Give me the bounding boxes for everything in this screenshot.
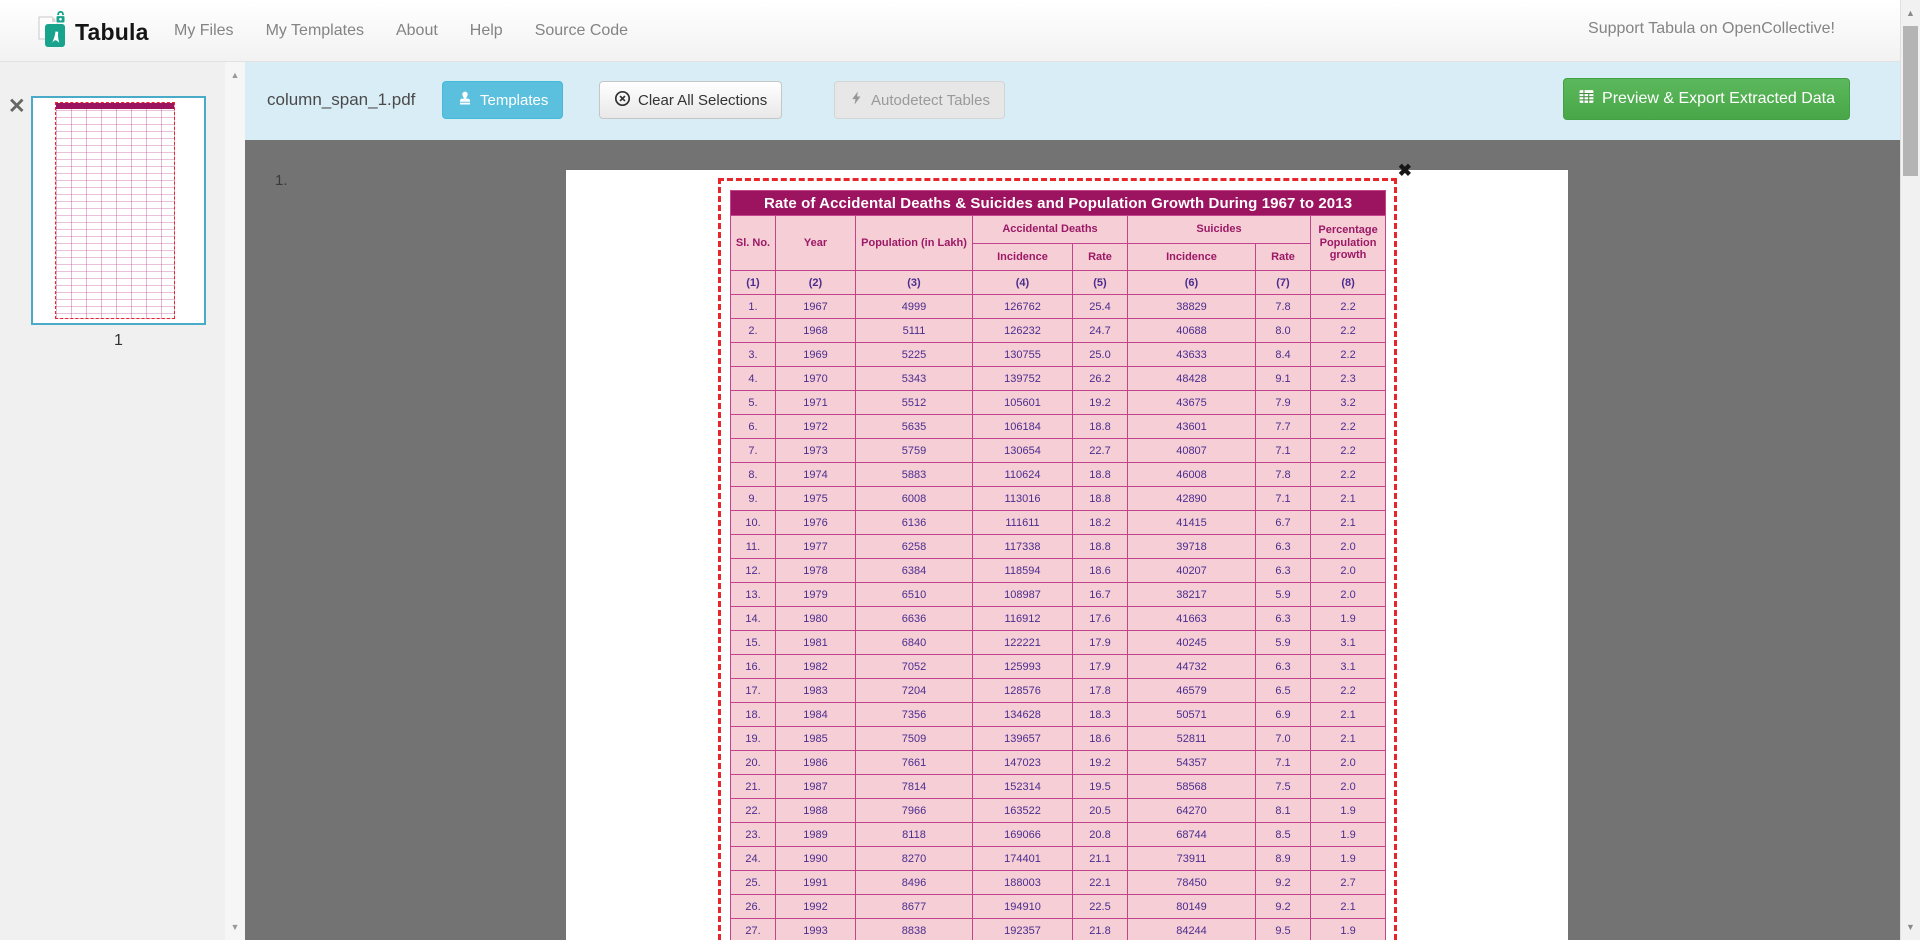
table-cell: 147023: [973, 751, 1073, 775]
table-cell: 1991: [776, 871, 856, 895]
table-cell: 8118: [856, 823, 973, 847]
table-cell: 22.5: [1073, 895, 1128, 919]
table-cell: 7814: [856, 775, 973, 799]
table-cell: 113016: [973, 487, 1073, 511]
sidebar-scrollbar[interactable]: [225, 62, 245, 940]
table-cell: 22.1: [1073, 871, 1128, 895]
table-cell: 26.2: [1073, 367, 1128, 391]
table-cell: 1973: [776, 439, 856, 463]
table-cell: 42890: [1128, 487, 1256, 511]
preview-export-label: Preview & Export Extracted Data: [1602, 90, 1835, 107]
table-cell: 2.2: [1311, 415, 1386, 439]
autodetect-tables-button[interactable]: [834, 81, 1005, 119]
table-cell: 11.: [731, 535, 776, 559]
table-cell: 22.7: [1073, 439, 1128, 463]
table-cell: 1.9: [1311, 919, 1386, 940]
table-cell: 1992: [776, 895, 856, 919]
table-cell: 130654: [973, 439, 1073, 463]
table-cell: 1975: [776, 487, 856, 511]
table-cell: 1986: [776, 751, 856, 775]
table-cell: 5883: [856, 463, 973, 487]
table-cell: 20.8: [1073, 823, 1128, 847]
table-cell: 7.8: [1256, 295, 1311, 319]
table-cell: 2.0: [1311, 583, 1386, 607]
table-cell: 38217: [1128, 583, 1256, 607]
table-cell: 116912: [973, 607, 1073, 631]
header-population: Population (in Lakh): [856, 216, 973, 271]
nav-help[interactable]: Help: [469, 22, 503, 39]
table-cell: 188003: [973, 871, 1073, 895]
table-cell: 6008: [856, 487, 973, 511]
table-cell: 14.: [731, 607, 776, 631]
lightning-bolt-icon: [849, 90, 864, 110]
table-cell: 163522: [973, 799, 1073, 823]
table-cell: 7.5: [1256, 775, 1311, 799]
table-cell: 8.: [731, 463, 776, 487]
table-cell: 25.0: [1073, 343, 1128, 367]
navbar: [0, 0, 1920, 62]
table-cell: 134628: [973, 703, 1073, 727]
table-cell: 1.9: [1311, 607, 1386, 631]
table-cell: 18.8: [1073, 463, 1128, 487]
table-cell: 17.9: [1073, 631, 1128, 655]
table-cell: 2.2: [1311, 439, 1386, 463]
column-number-cell: (7): [1256, 271, 1311, 295]
nav-my-files[interactable]: My Files: [174, 22, 234, 39]
table-cell: 24.7: [1073, 319, 1128, 343]
table-cell: 5759: [856, 439, 973, 463]
header-incidence-suicides: Incidence: [1128, 244, 1256, 271]
table-cell: 7966: [856, 799, 973, 823]
nav-my-templates[interactable]: My Templates: [265, 22, 364, 39]
table-cell: 9.1: [1256, 367, 1311, 391]
table-cell: 7052: [856, 655, 973, 679]
table-cell: 194910: [973, 895, 1073, 919]
column-number-cell: (4): [973, 271, 1073, 295]
table-cell: 9.5: [1256, 919, 1311, 940]
table-cell: 2.1: [1311, 727, 1386, 751]
header-accidental-deaths: Accidental Deaths: [973, 216, 1128, 244]
table-cell: 84244: [1128, 919, 1256, 940]
scroll-up-icon[interactable]: ▲: [1906, 8, 1915, 18]
table-cell: 18.: [731, 703, 776, 727]
table-cell: 7.1: [1256, 487, 1311, 511]
table-selection-box[interactable]: [718, 161, 1412, 940]
table-cell: 64270: [1128, 799, 1256, 823]
table-cell: 19.5: [1073, 775, 1128, 799]
table-cell: 8.1: [1256, 799, 1311, 823]
table-cell: 4.: [731, 367, 776, 391]
table-cell: 1979: [776, 583, 856, 607]
table-cell: 18.2: [1073, 511, 1128, 535]
table-cell: 18.8: [1073, 535, 1128, 559]
table-cell: 5.: [731, 391, 776, 415]
table-cell: 8270: [856, 847, 973, 871]
table-cell: 58568: [1128, 775, 1256, 799]
table-cell: 1985: [776, 727, 856, 751]
preview-export-button[interactable]: [1563, 78, 1850, 120]
table-cell: 1988: [776, 799, 856, 823]
table-cell: 52811: [1128, 727, 1256, 751]
table-cell: 25.4: [1073, 295, 1128, 319]
table-cell: 6.3: [1256, 559, 1311, 583]
table-cell: 7509: [856, 727, 973, 751]
column-number-cell: (6): [1128, 271, 1256, 295]
table-cell: 41415: [1128, 511, 1256, 535]
table-cell: 2.2: [1311, 295, 1386, 319]
table-cell: 139657: [973, 727, 1073, 751]
table-cell: 50571: [1128, 703, 1256, 727]
filename-label: column_span_1.pdf: [267, 90, 416, 109]
table-cell: 17.: [731, 679, 776, 703]
table-cell: 1987: [776, 775, 856, 799]
table-cell: 24.: [731, 847, 776, 871]
table-cell: 106184: [973, 415, 1073, 439]
table-cell: 6.3: [1256, 655, 1311, 679]
table-cell: 2.1: [1311, 487, 1386, 511]
table-cell: 40245: [1128, 631, 1256, 655]
table-cell: 17.9: [1073, 655, 1128, 679]
nav-about[interactable]: About: [395, 22, 438, 39]
table-cell: 2.0: [1311, 751, 1386, 775]
table-cell: 43601: [1128, 415, 1256, 439]
table-cell: 1.9: [1311, 823, 1386, 847]
table-cell: 21.8: [1073, 919, 1128, 940]
table-cell: 78450: [1128, 871, 1256, 895]
table-cell: 3.1: [1311, 655, 1386, 679]
brand[interactable]: [38, 11, 149, 54]
column-number-cell: (5): [1073, 271, 1128, 295]
table-cell: 7.0: [1256, 727, 1311, 751]
table-cell: 25.: [731, 871, 776, 895]
table-cell: 2.2: [1311, 463, 1386, 487]
table-cell: 108987: [973, 583, 1073, 607]
table-cell: 8.4: [1256, 343, 1311, 367]
table-cell: 21.: [731, 775, 776, 799]
thumbnail-selection-preview: [55, 102, 175, 319]
brand-title: Tabula: [75, 19, 149, 45]
scroll-up-icon[interactable]: ▲: [230, 70, 240, 80]
table-cell: 6.5: [1256, 679, 1311, 703]
table-cell: 12.: [731, 559, 776, 583]
toolbar: [245, 62, 1900, 140]
table-cell: 4999: [856, 295, 973, 319]
table-cell: 26.: [731, 895, 776, 919]
table-cell: 5635: [856, 415, 973, 439]
table-cell: 7.1: [1256, 751, 1311, 775]
table-cell: 1990: [776, 847, 856, 871]
table-cell: 1978: [776, 559, 856, 583]
selection-close-icon[interactable]: ✖: [1397, 161, 1412, 180]
table-cell: 48428: [1128, 367, 1256, 391]
table-cell: 73911: [1128, 847, 1256, 871]
page-thumbnail[interactable]: [31, 96, 206, 325]
table-cell: 2.3: [1311, 367, 1386, 391]
table-cell: 7356: [856, 703, 973, 727]
header-incidence-accidental: Incidence: [973, 244, 1073, 271]
nav-source-code[interactable]: Source Code: [534, 22, 629, 39]
table-cell: 125993: [973, 655, 1073, 679]
header-rate-suicides: Rate: [1256, 244, 1311, 271]
window-scrollbar[interactable]: [1900, 0, 1920, 940]
table-cell: 2.: [731, 319, 776, 343]
column-number-cell: (2): [776, 271, 856, 295]
table-cell: 19.2: [1073, 751, 1128, 775]
table-cell: 9.2: [1256, 871, 1311, 895]
table-cell: 10.: [731, 511, 776, 535]
table-cell: 9.: [731, 487, 776, 511]
thumbnail-sidebar: [0, 62, 245, 940]
table-cell: 126762: [973, 295, 1073, 319]
table-cell: 15.: [731, 631, 776, 655]
table-cell: 7.1: [1256, 439, 1311, 463]
table-cell: 117338: [973, 535, 1073, 559]
header-year: Year: [776, 216, 856, 271]
table-cell: 6258: [856, 535, 973, 559]
scrollbar-thumb[interactable]: [1903, 26, 1918, 176]
table-cell: 1983: [776, 679, 856, 703]
table-cell: 20.: [731, 751, 776, 775]
table-cell: 18.8: [1073, 487, 1128, 511]
table-cell: 128576: [973, 679, 1073, 703]
table-cell: 6.9: [1256, 703, 1311, 727]
table-grid-icon: [1578, 88, 1595, 110]
support-link[interactable]: Support Tabula on OpenCollective!: [1588, 20, 1835, 37]
column-number-cell: (8): [1311, 271, 1386, 295]
table-cell: 152314: [973, 775, 1073, 799]
header-rate-accidental: Rate: [1073, 244, 1128, 271]
table-cell: 130755: [973, 343, 1073, 367]
table-cell: 18.6: [1073, 727, 1128, 751]
table-cell: 23.: [731, 823, 776, 847]
table-cell: 6.3: [1256, 607, 1311, 631]
table-cell: 19.: [731, 727, 776, 751]
template-stamp-icon: [457, 90, 473, 110]
table-cell: 2.2: [1311, 343, 1386, 367]
table-cell: 6136: [856, 511, 973, 535]
table-cell: 20.5: [1073, 799, 1128, 823]
table-cell: 174401: [973, 847, 1073, 871]
table-cell: 7.7: [1256, 415, 1311, 439]
table-cell: 2.7: [1311, 871, 1386, 895]
table-cell: 3.1: [1311, 631, 1386, 655]
clear-selections-button[interactable]: [599, 81, 782, 119]
table-cell: 9.2: [1256, 895, 1311, 919]
table-cell: 6636: [856, 607, 973, 631]
table-cell: 40807: [1128, 439, 1256, 463]
table-cell: 54357: [1128, 751, 1256, 775]
table-cell: 2.1: [1311, 895, 1386, 919]
templates-button[interactable]: [442, 81, 563, 119]
table-cell: 68744: [1128, 823, 1256, 847]
table-cell: 5343: [856, 367, 973, 391]
table-cell: 6384: [856, 559, 973, 583]
table-cell: 18.3: [1073, 703, 1128, 727]
table-cell: 6.: [731, 415, 776, 439]
table-cell: 5.9: [1256, 631, 1311, 655]
table-cell: 1981: [776, 631, 856, 655]
table-cell: 8677: [856, 895, 973, 919]
table-cell: 21.1: [1073, 847, 1128, 871]
column-number-cell: (3): [856, 271, 973, 295]
table-cell: 18.8: [1073, 415, 1128, 439]
table-cell: 5225: [856, 343, 973, 367]
table-cell: 80149: [1128, 895, 1256, 919]
table-cell: 1984: [776, 703, 856, 727]
table-cell: 46008: [1128, 463, 1256, 487]
table-cell: 169066: [973, 823, 1073, 847]
table-cell: 8838: [856, 919, 973, 940]
table-cell: 7.: [731, 439, 776, 463]
table-cell: 1.9: [1311, 847, 1386, 871]
table-cell: 7204: [856, 679, 973, 703]
table-cell: 2.0: [1311, 559, 1386, 583]
table-cell: 6840: [856, 631, 973, 655]
circle-x-icon: [614, 90, 631, 111]
table-cell: 7661: [856, 751, 973, 775]
tabula-logo-icon: [38, 11, 66, 54]
table-cell: 126232: [973, 319, 1073, 343]
scroll-down-icon[interactable]: ▼: [1906, 922, 1915, 932]
header-suicides: Suicides: [1128, 216, 1311, 244]
table-cell: 1.: [731, 295, 776, 319]
remove-page-icon[interactable]: ✕: [8, 95, 26, 118]
table-cell: 105601: [973, 391, 1073, 415]
table-cell: 1982: [776, 655, 856, 679]
column-number-cell: (1): [731, 271, 776, 295]
table-cell: 16.7: [1073, 583, 1128, 607]
table-cell: 1968: [776, 319, 856, 343]
table-cell: 1970: [776, 367, 856, 391]
table-cell: 1993: [776, 919, 856, 940]
table-cell: 41663: [1128, 607, 1256, 631]
thumbnail-page-number: 1: [114, 332, 123, 349]
table-cell: 13.: [731, 583, 776, 607]
table-cell: 1972: [776, 415, 856, 439]
table-cell: 1976: [776, 511, 856, 535]
table-cell: 8496: [856, 871, 973, 895]
table-cell: 2.2: [1311, 319, 1386, 343]
table-cell: 43675: [1128, 391, 1256, 415]
table-cell: 8.9: [1256, 847, 1311, 871]
table-title: Rate of Accidental Deaths & Suicides and Population Growth During 1967 to 2013: [731, 191, 1386, 216]
page-number-label: 1.: [275, 172, 288, 189]
table-cell: 22.: [731, 799, 776, 823]
table-cell: 1971: [776, 391, 856, 415]
table-cell: 1969: [776, 343, 856, 367]
pdf-page[interactable]: [566, 161, 1568, 940]
table-cell: 111611: [973, 511, 1073, 535]
scroll-down-icon[interactable]: ▼: [230, 922, 240, 932]
table-cell: 6.3: [1256, 535, 1311, 559]
header-pct-growth: Percentage Population growth: [1311, 216, 1386, 271]
table-cell: 1967: [776, 295, 856, 319]
table-cell: 40688: [1128, 319, 1256, 343]
table-cell: 39718: [1128, 535, 1256, 559]
nav-links: [158, 0, 644, 62]
table-cell: 5512: [856, 391, 973, 415]
table-cell: 1974: [776, 463, 856, 487]
table-cell: 8.0: [1256, 319, 1311, 343]
table-cell: 3.: [731, 343, 776, 367]
table-cell: 118594: [973, 559, 1073, 583]
table-cell: 8.5: [1256, 823, 1311, 847]
table-cell: 110624: [973, 463, 1073, 487]
header-sl-no: Sl. No.: [731, 216, 776, 271]
autodetect-tables-label: Autodetect Tables: [871, 91, 990, 109]
templates-button-label: Templates: [480, 91, 549, 109]
table-cell: 1989: [776, 823, 856, 847]
table-cell: 2.1: [1311, 703, 1386, 727]
table-cell: 2.0: [1311, 535, 1386, 559]
table-cell: 43633: [1128, 343, 1256, 367]
table-cell: 2.1: [1311, 511, 1386, 535]
table-cell: 7.9: [1256, 391, 1311, 415]
table-cell: 2.0: [1311, 775, 1386, 799]
table-cell: 3.2: [1311, 391, 1386, 415]
table-cell: 16.: [731, 655, 776, 679]
table-cell: 5111: [856, 319, 973, 343]
table-cell: 2.2: [1311, 679, 1386, 703]
table-cell: 1.9: [1311, 799, 1386, 823]
table-cell: 6.7: [1256, 511, 1311, 535]
table-cell: 7.8: [1256, 463, 1311, 487]
table-cell: 38829: [1128, 295, 1256, 319]
table-cell: 122221: [973, 631, 1073, 655]
table-cell: 40207: [1128, 559, 1256, 583]
table-cell: 6510: [856, 583, 973, 607]
table-cell: 5.9: [1256, 583, 1311, 607]
table-cell: 46579: [1128, 679, 1256, 703]
table-cell: 1977: [776, 535, 856, 559]
table-cell: 139752: [973, 367, 1073, 391]
table-cell: 1980: [776, 607, 856, 631]
table-cell: 18.6: [1073, 559, 1128, 583]
table-cell: 17.6: [1073, 607, 1128, 631]
clear-selections-label: Clear All Selections: [638, 91, 768, 109]
table-cell: 17.8: [1073, 679, 1128, 703]
table-cell: 192357: [973, 919, 1073, 940]
table-cell: 19.2: [1073, 391, 1128, 415]
table-cell: 27.: [731, 919, 776, 940]
table-cell: 44732: [1128, 655, 1256, 679]
document-canvas[interactable]: [245, 140, 1900, 940]
